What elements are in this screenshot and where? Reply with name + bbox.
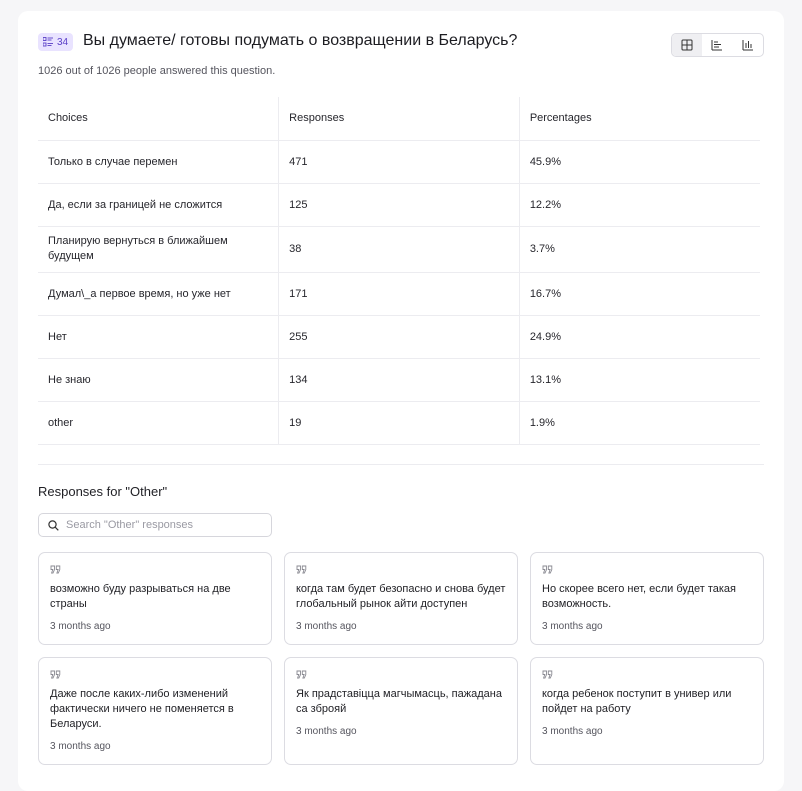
choice-cell: Нет [38, 315, 279, 358]
question-number-badge [38, 33, 73, 51]
choice-cell: Да, если за границей не сложится [38, 183, 279, 226]
responses-cell: 38 [279, 226, 520, 272]
choice-cell: Не знаю [38, 358, 279, 401]
quote-icon [296, 565, 307, 574]
response-time: 3 months ago [296, 726, 357, 737]
quote-icon [542, 670, 553, 679]
response-time: 3 months ago [542, 621, 603, 632]
response-text: когда там будет безопасно и снова будет глобальный рынок айти доступен [296, 583, 506, 610]
view-switch [671, 33, 764, 57]
responses-cell: 134 [279, 358, 520, 401]
percentage-cell: 1.9% [519, 401, 760, 444]
response-time: 3 months ago [542, 726, 603, 737]
quote-icon [542, 565, 553, 574]
response-card [284, 552, 518, 645]
horizontal-bar-view-button[interactable] [702, 34, 732, 56]
table-view-button[interactable] [672, 34, 702, 56]
vertical-bar-view-button[interactable] [733, 34, 763, 56]
table-row [38, 401, 760, 444]
question-title: Вы думаете/ готовы подумать о возвращении в Беларусь? [83, 32, 518, 49]
response-text: Даже после каких-либо изменений фактически ничего не поменяется в Беларуси. [50, 688, 234, 730]
table-row [38, 315, 760, 358]
question-card [18, 11, 784, 791]
percentage-cell: 12.2% [519, 183, 760, 226]
table-row [38, 140, 760, 183]
table-row [38, 272, 760, 315]
table-row [38, 358, 760, 401]
table-row [38, 226, 760, 272]
response-card [38, 552, 272, 645]
choice-cell: Только в случае перемен [38, 140, 279, 183]
responses-cell: 125 [279, 183, 520, 226]
percentage-cell: 24.9% [519, 315, 760, 358]
choice-cell [38, 226, 279, 272]
quote-icon [50, 565, 61, 574]
response-card [38, 657, 272, 765]
quote-icon [296, 670, 307, 679]
response-card [530, 657, 764, 765]
other-search-box[interactable] [38, 513, 272, 537]
responses-cell: 171 [279, 272, 520, 315]
question-number: 34 [57, 36, 69, 48]
responses-cell: 255 [279, 315, 520, 358]
percentage-cell: 13.1% [519, 358, 760, 401]
percentage-cell: 3.7% [519, 226, 760, 272]
response-time: 3 months ago [50, 621, 111, 632]
vertical-bar-icon [742, 39, 754, 51]
quote-icon [50, 670, 61, 679]
choices-table [38, 97, 760, 445]
responses-cell: 19 [279, 401, 520, 444]
section-divider [38, 464, 764, 465]
percentage-cell: 45.9% [519, 140, 760, 183]
list-icon [43, 37, 53, 47]
response-card [530, 552, 764, 645]
response-text: Як прадставіцца магчымасць, пажадана са зброяй [296, 688, 502, 715]
horizontal-bar-icon [711, 39, 723, 51]
table-header-row [38, 97, 760, 140]
choice-cell: Думал\_а первое время, но уже нет [38, 272, 279, 315]
question-header [38, 33, 764, 57]
choice-text: Планирую вернуться в ближайшем будущем [48, 235, 228, 262]
header-percentages: Percentages [519, 97, 760, 140]
responses-cell: 471 [279, 140, 520, 183]
table-view-icon [681, 39, 693, 51]
response-text: когда ребенок поступит в универ или пойдет на работу [542, 688, 732, 715]
response-time: 3 months ago [296, 621, 357, 632]
table-row [38, 183, 760, 226]
other-responses-title: Responses for "Other" [38, 484, 168, 499]
percentage-cell: 16.7% [519, 272, 760, 315]
response-text: возможно буду разрываться на две страны [50, 583, 231, 610]
response-text: Но скорее всего нет, если будет такая возможность. [542, 583, 736, 610]
choice-cell: other [38, 401, 279, 444]
header-responses: Responses [279, 97, 520, 140]
response-time: 3 months ago [50, 741, 111, 752]
other-search-input[interactable] [66, 519, 256, 531]
search-icon [48, 520, 59, 531]
answer-summary: 1026 out of 1026 people answered this question. [38, 65, 276, 77]
response-card [284, 657, 518, 765]
header-choices: Choices [38, 97, 279, 140]
